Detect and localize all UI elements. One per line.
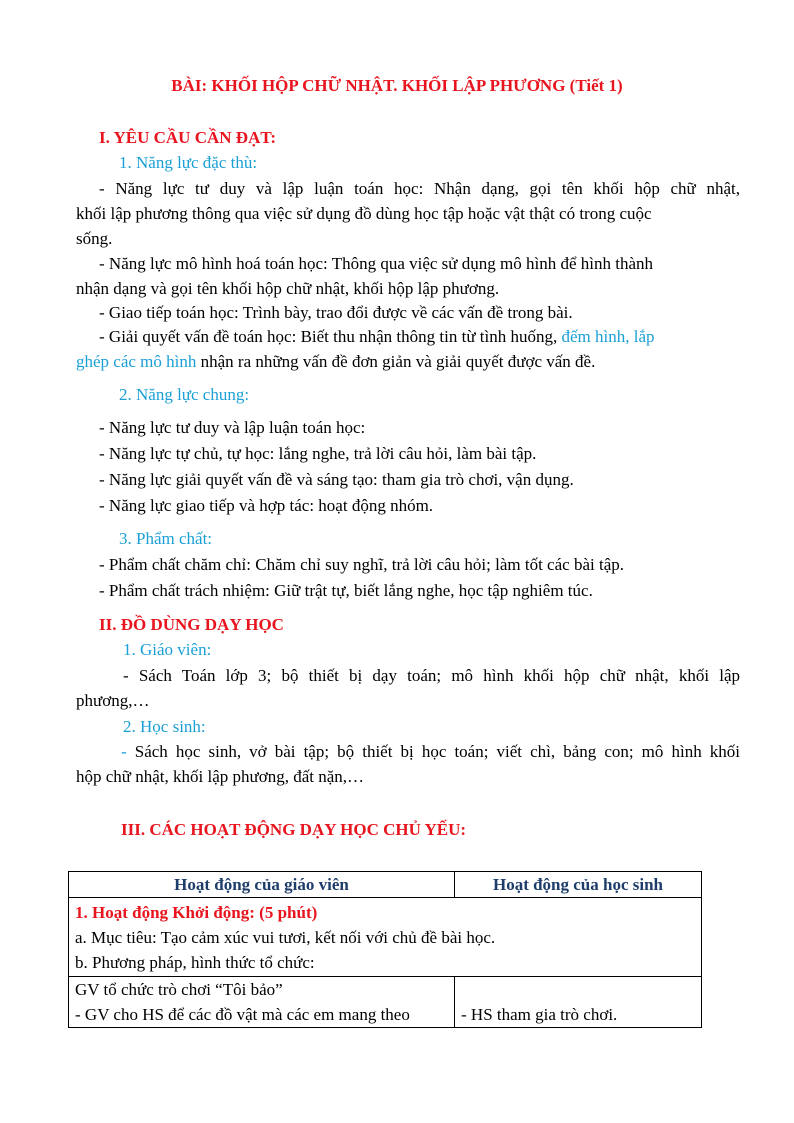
list-item: - Phẩm chất trách nhiệm: Giữ trật tự, biết lắng nghe, học tập nghiêm túc. [99, 581, 593, 600]
text-run: - Giải quyết vấn đề toán học: Biết thu nhận thông tin từ tình huống, [99, 327, 562, 346]
paragraph-line: - Năng lực mô hình hoá toán học: Thông qua việc sử dụng mô hình để hình thành [99, 254, 653, 273]
text-run-highlight: ghép các mô hình [76, 352, 197, 371]
text-run-highlight: đếm hình, lắp [561, 327, 655, 346]
paragraph-line [99, 327, 655, 347]
paragraph-line: khối lập phương thông qua việc sử dụng đồ dùng học tập hoặc vật thật có trong cuộc [76, 204, 652, 223]
subheading-specific-competence: 1. Năng lực đặc thù: [119, 153, 258, 172]
table-cell-student [455, 977, 702, 1028]
cell-spacer [461, 977, 695, 1002]
table-cell-teacher [69, 977, 455, 1028]
activity-title: 1. Hoạt động Khởi động: (5 phút) [75, 903, 318, 922]
subheading-student: 2. Học sinh: [123, 717, 206, 736]
list-item: - Năng lực giải quyết vấn đề và sáng tạo: tham gia trò chơi, vận dụng. [99, 470, 574, 489]
list-item: - Năng lực tư duy và lập luận toán học: [99, 418, 366, 437]
table-row [69, 898, 702, 977]
section-heading-materials: II. ĐỒ DÙNG DẠY HỌC [99, 615, 284, 634]
paragraph-line: hộp chữ nhật, khối lập phương, đất nặn,… [76, 767, 365, 786]
table-header-student: Hoạt động của học sinh [455, 872, 702, 898]
activity-method: b. Phương pháp, hình thức tổ chức: [75, 953, 315, 972]
lesson-title: BÀI: KHỐI HỘP CHỮ NHẬT. KHỐI LẬP PHƯƠNG (Tiết 1) [171, 76, 623, 95]
list-item: - Năng lực giao tiếp và hợp tác: hoạt động nhóm. [99, 496, 434, 515]
activity-objective: a. Mục tiêu: Tạo cảm xúc vui tươi, kết nối với chủ đề bài học. [75, 928, 496, 947]
subheading-general-competence: 2. Năng lực chung: [119, 385, 250, 404]
subheading-qualities: 3. Phẩm chất: [119, 529, 213, 548]
section-heading-activities: III. CÁC HOẠT ĐỘNG DẠY HỌC CHỦ YẾU: [121, 820, 467, 839]
table-header-row [69, 872, 702, 898]
list-item: - Phẩm chất chăm chỉ: Chăm chỉ suy nghĩ, trả lời câu hỏi; làm tốt các bài tập. [99, 555, 624, 574]
paragraph-line: nhận dạng và gọi tên khối hộp chữ nhật, khối hộp lập phương. [76, 279, 500, 298]
cell-line: - HS tham gia trò chơi. [461, 1005, 618, 1024]
activities-table [68, 871, 702, 1028]
list-item: - Năng lực tự chủ, tự học: lắng nghe, trả lời câu hỏi, làm bài tập. [99, 444, 537, 463]
text-run: nhận ra những vấn đề đơn giản và giải quyết được vấn đề. [196, 352, 596, 371]
section-heading-requirements: I. YÊU CẦU CẦN ĐẠT: [99, 128, 277, 147]
paragraph-line: - Năng lực tư duy và lập luận toán học: Nhận dạng, gọi tên khối hộp chữ nhật, [99, 179, 740, 198]
cell-line: GV tổ chức trò chơi “Tôi bảo” [75, 980, 283, 999]
table-row [69, 977, 702, 1028]
cell-line: - GV cho HS để các đồ vật mà các em mang theo [75, 1005, 410, 1024]
text-run-highlight: - [121, 742, 127, 761]
paragraph-line [76, 352, 595, 372]
text-run: Sách học sinh, vở bài tập; bộ thiết bị học toán; viết chì, bảng con; mô hình khối [126, 742, 740, 761]
table-header-teacher: Hoạt động của giáo viên [69, 872, 455, 898]
table-cell-warmup [69, 898, 702, 977]
paragraph-line [121, 742, 740, 762]
paragraph-line: sống. [76, 229, 113, 248]
paragraph-line: phương,… [76, 691, 150, 710]
paragraph-line: - Giao tiếp toán học: Trình bày, trao đổi được về các vấn đề trong bài. [99, 303, 573, 322]
paragraph-line: - Sách Toán lớp 3; bộ thiết bị dạy toán; mô hình khối hộp chữ nhật, khối lập [123, 666, 740, 685]
subheading-teacher: 1. Giáo viên: [123, 640, 212, 659]
